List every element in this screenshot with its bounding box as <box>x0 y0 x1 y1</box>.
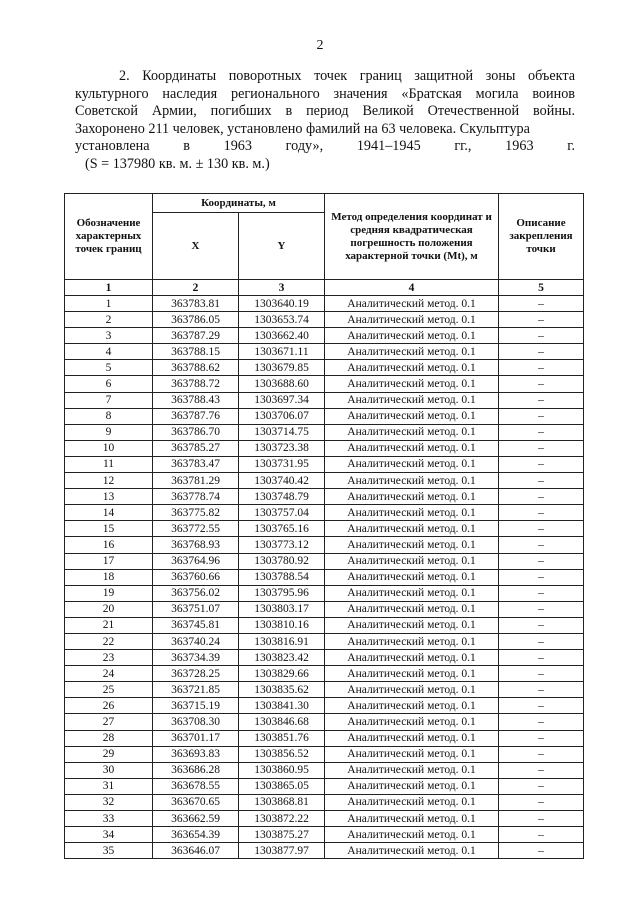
description-cell: – <box>499 440 584 456</box>
column-number: 5 <box>499 280 584 296</box>
x-coordinate-cell: 363751.07 <box>153 601 239 617</box>
description-cell: – <box>499 617 584 633</box>
point-number-cell: 15 <box>65 521 153 537</box>
method-cell: Аналитический метод. 0.1 <box>325 650 499 666</box>
y-coordinate-cell: 1303757.04 <box>239 505 325 521</box>
table-row <box>65 746 584 762</box>
y-coordinate-cell: 1303829.66 <box>239 666 325 682</box>
description-cell: – <box>499 585 584 601</box>
y-coordinate-cell: 1303810.16 <box>239 617 325 633</box>
point-number-cell: 12 <box>65 473 153 489</box>
table-row <box>65 762 584 778</box>
x-coordinate-cell: 363756.02 <box>153 585 239 601</box>
x-coordinate-cell: 363646.07 <box>153 843 239 859</box>
y-coordinate-cell: 1303765.16 <box>239 521 325 537</box>
header-x: X <box>153 213 239 280</box>
x-coordinate-cell: 363768.93 <box>153 537 239 553</box>
x-coordinate-cell: 363745.81 <box>153 617 239 633</box>
table-row <box>65 553 584 569</box>
y-coordinate-cell: 1303773.12 <box>239 537 325 553</box>
y-coordinate-cell: 1303740.42 <box>239 473 325 489</box>
table-row <box>65 633 584 649</box>
point-number-cell: 14 <box>65 505 153 521</box>
x-coordinate-cell: 363783.47 <box>153 456 239 472</box>
y-coordinate-cell: 1303788.54 <box>239 569 325 585</box>
method-cell: Аналитический метод. 0.1 <box>325 537 499 553</box>
table-row <box>65 811 584 827</box>
description-cell: – <box>499 553 584 569</box>
description-cell: – <box>499 714 584 730</box>
y-coordinate-cell: 1303865.05 <box>239 778 325 794</box>
x-coordinate-cell: 363788.43 <box>153 392 239 408</box>
method-cell: Аналитический метод. 0.1 <box>325 553 499 569</box>
method-cell: Аналитический метод. 0.1 <box>325 505 499 521</box>
point-number-cell: 16 <box>65 537 153 553</box>
description-cell: – <box>499 778 584 794</box>
x-coordinate-cell: 363772.55 <box>153 521 239 537</box>
point-number-cell: 35 <box>65 843 153 859</box>
y-coordinate-cell: 1303868.81 <box>239 794 325 810</box>
point-number-cell: 6 <box>65 376 153 392</box>
point-number-cell: 21 <box>65 617 153 633</box>
header-y: Y <box>239 213 325 280</box>
method-cell: Аналитический метод. 0.1 <box>325 360 499 376</box>
method-cell: Аналитический метод. 0.1 <box>325 811 499 827</box>
table-row <box>65 521 584 537</box>
x-coordinate-cell: 363670.65 <box>153 794 239 810</box>
description-cell: – <box>499 489 584 505</box>
point-number-cell: 7 <box>65 392 153 408</box>
table-row <box>65 296 584 312</box>
x-coordinate-cell: 363787.29 <box>153 328 239 344</box>
y-coordinate-cell: 1303640.19 <box>239 296 325 312</box>
x-coordinate-cell: 363783.81 <box>153 296 239 312</box>
table-row <box>65 473 584 489</box>
table-row <box>65 650 584 666</box>
point-number-cell: 9 <box>65 424 153 440</box>
method-cell: Аналитический метод. 0.1 <box>325 328 499 344</box>
point-number-cell: 18 <box>65 569 153 585</box>
table-row <box>65 392 584 408</box>
table-row <box>65 440 584 456</box>
table-row <box>65 537 584 553</box>
point-number-cell: 28 <box>65 730 153 746</box>
point-number-cell: 20 <box>65 601 153 617</box>
x-coordinate-cell: 363715.19 <box>153 698 239 714</box>
table-row <box>65 617 584 633</box>
method-cell: Аналитический метод. 0.1 <box>325 473 499 489</box>
method-cell: Аналитический метод. 0.1 <box>325 762 499 778</box>
x-coordinate-cell: 363678.55 <box>153 778 239 794</box>
x-coordinate-cell: 363693.83 <box>153 746 239 762</box>
description-cell: – <box>499 650 584 666</box>
x-coordinate-cell: 363654.39 <box>153 827 239 843</box>
section-heading <box>75 68 575 174</box>
point-number-cell: 1 <box>65 296 153 312</box>
point-number-cell: 11 <box>65 456 153 472</box>
method-cell: Аналитический метод. 0.1 <box>325 440 499 456</box>
y-coordinate-cell: 1303877.97 <box>239 843 325 859</box>
x-coordinate-cell: 363788.15 <box>153 344 239 360</box>
method-cell: Аналитический метод. 0.1 <box>325 714 499 730</box>
point-number-cell: 25 <box>65 682 153 698</box>
method-cell: Аналитический метод. 0.1 <box>325 489 499 505</box>
table-row <box>65 456 584 472</box>
table-row <box>65 794 584 810</box>
heading-last-line: установлена в 1963 году», 1941–1945 гг., 1963 г. <box>75 138 575 155</box>
point-number-cell: 2 <box>65 312 153 328</box>
table-row <box>65 714 584 730</box>
header-description: Описание закрепления точки <box>499 194 584 280</box>
description-cell: – <box>499 698 584 714</box>
point-number-cell: 24 <box>65 666 153 682</box>
y-coordinate-cell: 1303835.62 <box>239 682 325 698</box>
y-coordinate-cell: 1303653.74 <box>239 312 325 328</box>
x-coordinate-cell: 363775.82 <box>153 505 239 521</box>
description-cell: – <box>499 746 584 762</box>
description-cell: – <box>499 392 584 408</box>
method-cell: Аналитический метод. 0.1 <box>325 456 499 472</box>
table-row <box>65 698 584 714</box>
y-coordinate-cell: 1303860.95 <box>239 762 325 778</box>
method-cell: Аналитический метод. 0.1 <box>325 698 499 714</box>
y-coordinate-cell: 1303856.52 <box>239 746 325 762</box>
description-cell: – <box>499 827 584 843</box>
table-row <box>65 601 584 617</box>
x-coordinate-cell: 363740.24 <box>153 633 239 649</box>
x-coordinate-cell: 363786.70 <box>153 424 239 440</box>
method-cell: Аналитический метод. 0.1 <box>325 392 499 408</box>
method-cell: Аналитический метод. 0.1 <box>325 296 499 312</box>
x-coordinate-cell: 363734.39 <box>153 650 239 666</box>
description-cell: – <box>499 456 584 472</box>
table-row <box>65 843 584 859</box>
y-coordinate-cell: 1303803.17 <box>239 601 325 617</box>
table-row <box>65 489 584 505</box>
x-coordinate-cell: 363788.72 <box>153 376 239 392</box>
y-coordinate-cell: 1303697.34 <box>239 392 325 408</box>
x-coordinate-cell: 363764.96 <box>153 553 239 569</box>
point-number-cell: 29 <box>65 746 153 762</box>
x-coordinate-cell: 363786.05 <box>153 312 239 328</box>
y-coordinate-cell: 1303795.96 <box>239 585 325 601</box>
x-coordinate-cell: 363728.25 <box>153 666 239 682</box>
point-number-cell: 30 <box>65 762 153 778</box>
y-coordinate-cell: 1303875.27 <box>239 827 325 843</box>
table-row <box>65 408 584 424</box>
table-row <box>65 376 584 392</box>
y-coordinate-cell: 1303688.60 <box>239 376 325 392</box>
table-row <box>65 312 584 328</box>
description-cell: – <box>499 521 584 537</box>
point-number-cell: 27 <box>65 714 153 730</box>
y-coordinate-cell: 1303780.92 <box>239 553 325 569</box>
method-cell: Аналитический метод. 0.1 <box>325 778 499 794</box>
point-number-cell: 4 <box>65 344 153 360</box>
table-row <box>65 827 584 843</box>
y-coordinate-cell: 1303748.79 <box>239 489 325 505</box>
description-cell: – <box>499 344 584 360</box>
table-row <box>65 569 584 585</box>
method-cell: Аналитический метод. 0.1 <box>325 827 499 843</box>
x-coordinate-cell: 363708.30 <box>153 714 239 730</box>
x-coordinate-cell: 363787.76 <box>153 408 239 424</box>
column-number: 4 <box>325 280 499 296</box>
point-number-cell: 22 <box>65 633 153 649</box>
x-coordinate-cell: 363701.17 <box>153 730 239 746</box>
y-coordinate-cell: 1303823.42 <box>239 650 325 666</box>
table-row <box>65 505 584 521</box>
method-cell: Аналитический метод. 0.1 <box>325 682 499 698</box>
method-cell: Аналитический метод. 0.1 <box>325 312 499 328</box>
description-cell: – <box>499 730 584 746</box>
y-coordinate-cell: 1303714.75 <box>239 424 325 440</box>
description-cell: – <box>499 424 584 440</box>
column-number-row <box>65 280 584 296</box>
x-coordinate-cell: 363781.29 <box>153 473 239 489</box>
method-cell: Аналитический метод. 0.1 <box>325 730 499 746</box>
y-coordinate-cell: 1303872.22 <box>239 811 325 827</box>
y-coordinate-cell: 1303841.30 <box>239 698 325 714</box>
x-coordinate-cell: 363788.62 <box>153 360 239 376</box>
method-cell: Аналитический метод. 0.1 <box>325 617 499 633</box>
x-coordinate-cell: 363785.27 <box>153 440 239 456</box>
y-coordinate-cell: 1303851.76 <box>239 730 325 746</box>
description-cell: – <box>499 296 584 312</box>
point-number-cell: 26 <box>65 698 153 714</box>
method-cell: Аналитический метод. 0.1 <box>325 601 499 617</box>
method-cell: Аналитический метод. 0.1 <box>325 746 499 762</box>
method-cell: Аналитический метод. 0.1 <box>325 843 499 859</box>
x-coordinate-cell: 363662.59 <box>153 811 239 827</box>
table-row <box>65 730 584 746</box>
y-coordinate-cell: 1303706.07 <box>239 408 325 424</box>
page-number: 2 <box>316 38 324 53</box>
description-cell: – <box>499 666 584 682</box>
header-coordinates: Координаты, м <box>153 194 325 213</box>
header-designation: Обозначение характерных точек границ <box>65 194 153 280</box>
method-cell: Аналитический метод. 0.1 <box>325 794 499 810</box>
x-coordinate-cell: 363686.28 <box>153 762 239 778</box>
y-coordinate-cell: 1303816.91 <box>239 633 325 649</box>
heading-paragraph: 2. Координаты поворотных точек границ защитной зоны объекта культурного наследия регионального значения «Братская могила воинов Советской Армии, погибших в период Великой Отечественной войны. Захоронено 211 человек, установлено фамилий на 63 человека. Скульптура <box>75 68 575 137</box>
description-cell: – <box>499 360 584 376</box>
method-cell: Аналитический метод. 0.1 <box>325 521 499 537</box>
x-coordinate-cell: 363778.74 <box>153 489 239 505</box>
method-cell: Аналитический метод. 0.1 <box>325 633 499 649</box>
point-number-cell: 8 <box>65 408 153 424</box>
point-number-cell: 17 <box>65 553 153 569</box>
y-coordinate-cell: 1303671.11 <box>239 344 325 360</box>
method-cell: Аналитический метод. 0.1 <box>325 569 499 585</box>
table-row <box>65 424 584 440</box>
point-number-cell: 10 <box>65 440 153 456</box>
coordinates-table <box>64 193 584 859</box>
table-row <box>65 328 584 344</box>
y-coordinate-cell: 1303662.40 <box>239 328 325 344</box>
method-cell: Аналитический метод. 0.1 <box>325 666 499 682</box>
method-cell: Аналитический метод. 0.1 <box>325 344 499 360</box>
description-cell: – <box>499 601 584 617</box>
table-row <box>65 344 584 360</box>
point-number-cell: 34 <box>65 827 153 843</box>
table-row <box>65 778 584 794</box>
table-body <box>65 296 584 859</box>
y-coordinate-cell: 1303679.85 <box>239 360 325 376</box>
point-number-cell: 3 <box>65 328 153 344</box>
description-cell: – <box>499 312 584 328</box>
point-number-cell: 31 <box>65 778 153 794</box>
table-row <box>65 360 584 376</box>
description-cell: – <box>499 762 584 778</box>
x-coordinate-cell: 363721.85 <box>153 682 239 698</box>
table-row <box>65 585 584 601</box>
point-number-cell: 19 <box>65 585 153 601</box>
y-coordinate-cell: 1303846.68 <box>239 714 325 730</box>
description-cell: – <box>499 843 584 859</box>
column-number: 1 <box>65 280 153 296</box>
description-cell: – <box>499 328 584 344</box>
y-coordinate-cell: 1303731.95 <box>239 456 325 472</box>
point-number-cell: 33 <box>65 811 153 827</box>
area-note: (S = 137980 кв. м. ± 130 кв. м.) <box>85 155 270 172</box>
description-cell: – <box>499 473 584 489</box>
description-cell: – <box>499 633 584 649</box>
point-number-cell: 23 <box>65 650 153 666</box>
description-cell: – <box>499 794 584 810</box>
method-cell: Аналитический метод. 0.1 <box>325 424 499 440</box>
description-cell: – <box>499 408 584 424</box>
point-number-cell: 13 <box>65 489 153 505</box>
description-cell: – <box>499 682 584 698</box>
description-cell: – <box>499 376 584 392</box>
method-cell: Аналитический метод. 0.1 <box>325 585 499 601</box>
method-cell: Аналитический метод. 0.1 <box>325 376 499 392</box>
table-row <box>65 682 584 698</box>
description-cell: – <box>499 505 584 521</box>
description-cell: – <box>499 537 584 553</box>
header-method: Метод определения координат и средняя квадратическая погрешность положения характерной точки (Mt), м <box>325 194 499 280</box>
point-number-cell: 32 <box>65 794 153 810</box>
description-cell: – <box>499 569 584 585</box>
point-number-cell: 5 <box>65 360 153 376</box>
description-cell: – <box>499 811 584 827</box>
y-coordinate-cell: 1303723.38 <box>239 440 325 456</box>
method-cell: Аналитический метод. 0.1 <box>325 408 499 424</box>
x-coordinate-cell: 363760.66 <box>153 569 239 585</box>
column-number: 3 <box>239 280 325 296</box>
table-row <box>65 666 584 682</box>
column-number: 2 <box>153 280 239 296</box>
